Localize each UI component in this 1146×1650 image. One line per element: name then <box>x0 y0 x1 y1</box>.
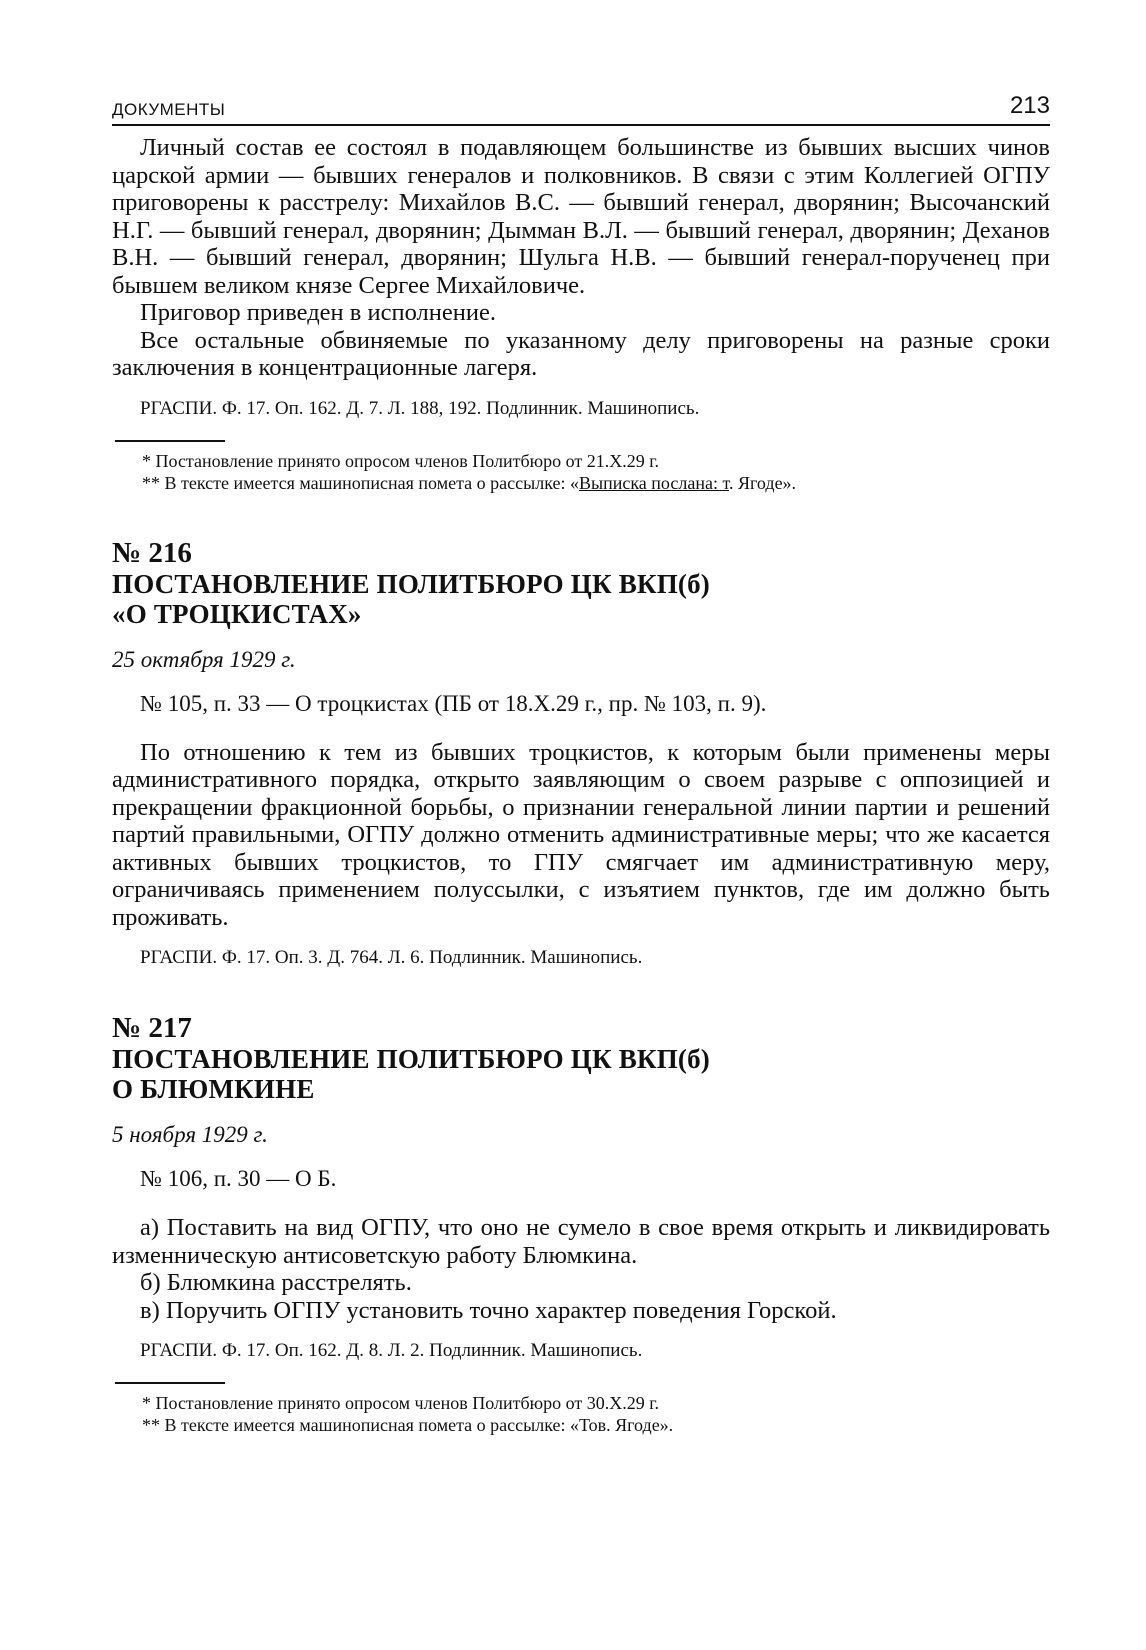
footnote-divider <box>115 440 225 442</box>
intro-footnote-1: * Постановление принято опросом членов Политбюро от 21.X.29 г. <box>142 450 660 471</box>
doc-217-number: № 217 <box>112 1012 192 1044</box>
doc-217-date: 5 ноября 1929 г. <box>112 1122 268 1147</box>
running-head <box>112 92 1050 126</box>
intro-paragraph: Личный состав ее состоял в подавляющем большинстве из бывших высших чинов царской армии — бывших генералов и полковников. В связи с этим Коллегией ОГПУ приговорены к расстрелу: Михайлов В.С. — бывший генерал, дворянин; Высочанский Н.Г. — бывший генерал, дворянин; Дымман В.Л. — бывший генерал, дворянин; Деханов В.Н. — бывший генерал, дворянин; Шульга Н.В. — бывший генерал-порученец при бывшем великом князе Сергее Михайловиче. <box>112 134 1050 299</box>
section-title: ДОКУМЕНТЫ <box>112 100 226 119</box>
doc-216-reference: № 105, п. 33 — О троцкистах (ПБ от 18.X.29 г., пр. № 103, п. 9). <box>140 690 767 716</box>
doc-217-title: ПОСТАНОВЛЕНИЕ ПОЛИТБЮРО ЦК ВКП(б) О БЛЮМКИНЕ <box>112 1044 710 1104</box>
doc-217-reference: № 106, п. 30 — О Б. <box>140 1166 337 1191</box>
doc-217-item-a: а) Поставить на вид ОГПУ, что оно не сумело в свое время открыть и ликвидировать изменническую антисоветскую работу Блюмкина. <box>112 1214 1050 1269</box>
doc-216-title: ПОСТАНОВЛЕНИЕ ПОЛИТБЮРО ЦК ВКП(б) «О ТРОЦКИСТАХ» <box>112 568 710 629</box>
page-number: 213 <box>1009 92 1050 119</box>
doc-216-date: 25 октября 1929 г. <box>112 646 296 672</box>
intro-others: Все остальные обвиняемые по указанному делу приговорены на разные сроки заключения в концентрационные лагеря. <box>112 326 1050 381</box>
doc-217-footnote-1: * Постановление принято опросом членов Политбюро от 30.X.29 г. <box>142 1393 660 1413</box>
doc-216-archive-source: РГАСПИ. Ф. 17. Оп. 3. Д. 764. Л. 6. Подлинник. Машинопись. <box>140 947 643 968</box>
doc-217-item-b: б) Блюмкина расстрелять. <box>140 1269 412 1296</box>
footnote-divider <box>115 1382 225 1384</box>
doc-217-archive-source: РГАСПИ. Ф. 17. Оп. 162. Д. 8. Л. 2. Подлинник. Машинопись. <box>140 1340 643 1361</box>
intro-archive-source: РГАСПИ. Ф. 17. Оп. 162. Д. 7. Л. 188, 192. Подлинник. Машинопись. <box>140 397 700 419</box>
doc-217-item-c: в) Поручить ОГПУ установить точно характер поведения Горской. <box>140 1296 837 1324</box>
document-page <box>112 92 1050 1436</box>
doc-217-footnote-2: ** В тексте имеется машинописная помета о рассылке: «Тов. Ягоде». <box>142 1415 674 1435</box>
intro-executed: Приговор приведен в исполнение. <box>140 299 496 326</box>
doc-216-number: № 216 <box>112 536 192 569</box>
doc-216-paragraph: По отношению к тем из бывших троцкистов, к которым были применены меры административного порядка, открыто заявляющим о своем разрыве с оппозицией и прекращении фракционной борьбы, о признании генеральной линии партии и решений партий правильными, ОГПУ должно отменить административные меры; что же касается активных бывших троцкистов, то ГПУ смягчает им административную меру, ограничиваясь применением полуссылки, с изъятием пунктов, где им должно быть проживать. <box>112 738 1050 931</box>
intro-footnote-2: ** В тексте имеется машинописная помета о рассылке: «Выписка послана: т. Ягоде». <box>142 472 797 493</box>
